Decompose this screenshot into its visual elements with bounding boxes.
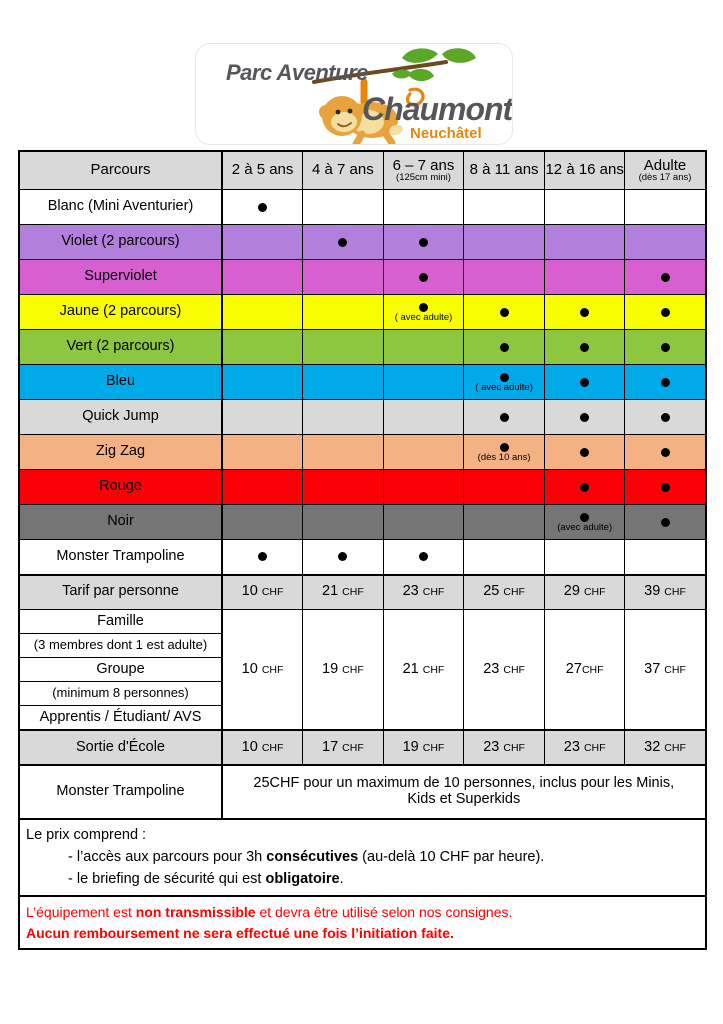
availability-dot-icon <box>661 273 670 282</box>
cell-bleu-col3 <box>383 365 464 400</box>
cell-violet-2-parcours-col3 <box>383 225 464 260</box>
cell-noir-col6 <box>625 505 706 540</box>
cell-zig-zag-col3 <box>383 435 464 470</box>
cell-quick-jump-col1 <box>222 400 303 435</box>
cell-note: (avec adulte) <box>557 521 613 533</box>
currency-label: CHF <box>422 741 445 754</box>
table-row <box>19 365 706 400</box>
cell-blanc-mini-aventurier-col2 <box>303 190 384 225</box>
tarif-price-col5: 29 CHF <box>544 575 625 610</box>
row-label-bleu: Bleu <box>19 365 222 400</box>
header-age-5 <box>544 151 625 190</box>
cell-rouge-col1 <box>222 470 303 505</box>
svg-text:Parc Aventure: Parc Aventure <box>226 60 368 85</box>
availability-dot-icon <box>661 343 670 352</box>
cell-superviolet-col6 <box>625 260 706 295</box>
cell-superviolet-col4 <box>464 260 545 295</box>
includes-block <box>19 819 706 896</box>
row-label-monster-trampoline: Monster Trampoline <box>19 540 222 575</box>
svg-text:Chaumont: Chaumont <box>362 91 512 127</box>
availability-dot-icon <box>580 483 589 492</box>
availability-dot-icon <box>500 443 509 452</box>
tarif-row <box>19 575 706 610</box>
discount-price-col6: 37 CHF <box>625 610 706 731</box>
availability-dot-icon <box>580 308 589 317</box>
availability-dot-icon <box>338 238 347 247</box>
includes-bullet-2: - le briefing de sécurité qui est obligatoire. <box>68 870 344 887</box>
cell-quick-jump-col5 <box>544 400 625 435</box>
availability-dot-icon <box>661 308 670 317</box>
row-label-violet-2-parcours: Violet (2 parcours) <box>19 225 222 260</box>
discount-price-col3: 21 CHF <box>383 610 464 731</box>
includes-bullet-1: - l’accès aux parcours pour 3h consécutives (au-delà 10 CHF par heure). <box>68 848 545 865</box>
cell-noir-col4 <box>464 505 545 540</box>
sortie-price-col1: 10 CHF <box>222 730 303 765</box>
cell-violet-2-parcours-col6 <box>625 225 706 260</box>
header-age-3-label: 6 – 7 ans <box>392 156 455 174</box>
cell-quick-jump-col3 <box>383 400 464 435</box>
sortie-price-col2: 17 CHF <box>303 730 384 765</box>
cell-jaune-2-parcours-col6 <box>625 295 706 330</box>
cell-violet-2-parcours-col4 <box>464 225 545 260</box>
cell-noir-col2 <box>303 505 384 540</box>
header-age-3-sublabel: (125cm mini) <box>396 172 451 184</box>
sortie-price-col6: 32 CHF <box>625 730 706 765</box>
table-row <box>19 190 706 225</box>
availability-dot-icon <box>580 378 589 387</box>
row-label-rouge: Rouge <box>19 470 222 505</box>
cell-note: ( avec adulte) <box>394 311 453 323</box>
availability-dot-icon <box>661 378 670 387</box>
table-row <box>19 260 706 295</box>
header-age-1 <box>222 151 303 190</box>
row-label-zig-zag: Zig Zag <box>19 435 222 470</box>
discount-label-3: Groupe <box>19 658 222 682</box>
currency-label: CHF <box>422 586 445 599</box>
cell-quick-jump-col2 <box>303 400 384 435</box>
currency-label: CHF <box>261 741 284 754</box>
availability-dot-icon <box>419 303 428 312</box>
header-parcours-label: Parcours <box>90 161 151 179</box>
header-age-4 <box>464 151 545 190</box>
discount-price-col2: 19 CHF <box>303 610 384 731</box>
sortie-ecole-row <box>19 730 706 765</box>
cell-superviolet-col1 <box>222 260 303 295</box>
table-row <box>19 435 706 470</box>
cell-bleu-col6 <box>625 365 706 400</box>
header-age-6-sublabel: (dès 17 ans) <box>638 172 692 184</box>
cell-zig-zag-col1 <box>222 435 303 470</box>
currency-label: CHF <box>261 586 284 599</box>
cell-rouge-col5 <box>544 470 625 505</box>
cell-zig-zag-col5 <box>544 435 625 470</box>
discount-label-5: Apprentis / Étudiant/ AVS <box>19 706 222 731</box>
currency-label: CHF <box>581 663 604 676</box>
currency-label: CHF <box>583 741 606 754</box>
cell-note: (dès 10 ans) <box>477 451 531 463</box>
cell-quick-jump-col6 <box>625 400 706 435</box>
cell-violet-2-parcours-col2 <box>303 225 384 260</box>
warning-line-1: L’équipement est non transmissible et devra être utilisé selon nos consignes. <box>26 904 513 921</box>
cell-superviolet-col3 <box>383 260 464 295</box>
row-label-blanc-mini-aventurier: Blanc (Mini Aventurier) <box>19 190 222 225</box>
sortie-price-col4: 23 CHF <box>464 730 545 765</box>
currency-label: CHF <box>342 663 364 676</box>
warning-block <box>19 896 706 949</box>
discount-label-4: (minimum 8 personnes) <box>19 682 222 706</box>
cell-jaune-2-parcours-col1 <box>222 295 303 330</box>
trampoline-note-text: 25CHF pour un maximum de 10 personnes, inclus pour les Minis, Kids et Superkids <box>222 765 706 819</box>
cell-rouge-col4 <box>464 470 545 505</box>
table-header-row <box>19 151 706 190</box>
cell-superviolet-col2 <box>303 260 384 295</box>
availability-dot-icon <box>500 308 509 317</box>
cell-vert-2-parcours-col4 <box>464 330 545 365</box>
cell-jaune-2-parcours-col5 <box>544 295 625 330</box>
currency-label: CHF <box>503 741 525 754</box>
tarif-label: Tarif par personne <box>19 575 222 610</box>
availability-dot-icon <box>500 413 509 422</box>
discount-price-col4: 23 CHF <box>464 610 545 731</box>
currency-label: CHF <box>503 663 525 676</box>
cell-monster-trampoline-col3 <box>383 540 464 575</box>
cell-vert-2-parcours-col2 <box>303 330 384 365</box>
table-row <box>19 400 706 435</box>
availability-dot-icon <box>338 552 347 561</box>
table-row <box>19 295 706 330</box>
cell-monster-trampoline-col1 <box>222 540 303 575</box>
availability-dot-icon <box>258 552 267 561</box>
header-age-1-label: 2 à 5 ans <box>231 161 294 179</box>
header-age-6 <box>625 151 706 190</box>
pricing-table <box>18 150 707 950</box>
table-row <box>19 540 706 575</box>
cell-monster-trampoline-col5 <box>544 540 625 575</box>
sortie-ecole-label: Sortie d'École <box>19 730 222 765</box>
header-age-3 <box>383 151 464 190</box>
includes-title: Le prix comprend : <box>26 827 147 843</box>
cell-violet-2-parcours-col1 <box>222 225 303 260</box>
availability-dot-icon <box>580 343 589 352</box>
currency-label: CHF <box>583 586 606 599</box>
availability-dot-icon <box>500 373 509 382</box>
header-age-4-label: 8 à 11 ans <box>469 161 539 179</box>
cell-quick-jump-col4 <box>464 400 545 435</box>
cell-jaune-2-parcours-col3 <box>383 295 464 330</box>
header-age-5-label: 12 à 16 ans <box>545 161 624 179</box>
sortie-price-col5: 23 CHF <box>544 730 625 765</box>
currency-label: CHF <box>342 586 364 599</box>
cell-jaune-2-parcours-col2 <box>303 295 384 330</box>
cell-vert-2-parcours-col5 <box>544 330 625 365</box>
cell-rouge-col2 <box>303 470 384 505</box>
cell-bleu-col2 <box>303 365 384 400</box>
cell-bleu-col5 <box>544 365 625 400</box>
cell-monster-trampoline-col6 <box>625 540 706 575</box>
cell-rouge-col3 <box>383 470 464 505</box>
availability-dot-icon <box>661 413 670 422</box>
tarif-price-col2: 21 CHF <box>303 575 384 610</box>
tarif-price-col4: 25 CHF <box>464 575 545 610</box>
tarif-price-col6: 39 CHF <box>625 575 706 610</box>
header-parcours <box>19 151 222 190</box>
cell-vert-2-parcours-col1 <box>222 330 303 365</box>
cell-note: ( avec adulte) <box>475 381 533 393</box>
row-label-jaune-2-parcours: Jaune (2 parcours) <box>19 295 222 330</box>
availability-dot-icon <box>258 203 267 212</box>
availability-dot-icon <box>500 343 509 352</box>
warning-line-2: Aucun remboursement ne sera effectué une fois l’initiation faite. <box>26 924 454 941</box>
header-age-6-label: Adulte <box>643 156 687 174</box>
cell-noir-col3 <box>383 505 464 540</box>
cell-monster-trampoline-col2 <box>303 540 384 575</box>
availability-dot-icon <box>580 513 589 522</box>
cell-blanc-mini-aventurier-col4 <box>464 190 545 225</box>
availability-dot-icon <box>661 483 670 492</box>
tarif-price-col3: 23 CHF <box>383 575 464 610</box>
availability-dot-icon <box>661 518 670 527</box>
trampoline-label: Monster Trampoline <box>19 765 222 819</box>
cell-vert-2-parcours-col6 <box>625 330 706 365</box>
table-row <box>19 470 706 505</box>
cell-blanc-mini-aventurier-col3 <box>383 190 464 225</box>
currency-label: CHF <box>664 741 686 754</box>
discount-label-2: (3 membres dont 1 est adulte) <box>19 634 222 658</box>
trampoline-note-row <box>19 765 706 819</box>
warning-block-content <box>19 896 706 949</box>
availability-dot-icon <box>419 238 428 247</box>
cell-bleu-col4 <box>464 365 545 400</box>
header-age-2 <box>303 151 384 190</box>
currency-label: CHF <box>664 663 686 676</box>
availability-dot-icon <box>580 448 589 457</box>
cell-violet-2-parcours-col5 <box>544 225 625 260</box>
cell-blanc-mini-aventurier-col1 <box>222 190 303 225</box>
cell-blanc-mini-aventurier-col6 <box>625 190 706 225</box>
discount-price-col1: 10 CHF <box>222 610 303 731</box>
table-row <box>19 330 706 365</box>
discount-price-col5: 27CHF <box>544 610 625 731</box>
currency-label: CHF <box>503 586 525 599</box>
discount-row-1 <box>19 610 706 634</box>
cell-jaune-2-parcours-col4 <box>464 295 545 330</box>
table-row <box>19 505 706 540</box>
row-label-quick-jump: Quick Jump <box>19 400 222 435</box>
availability-dot-icon <box>419 552 428 561</box>
table-row <box>19 225 706 260</box>
tarif-price-col1: 10 CHF <box>222 575 303 610</box>
includes-block-content <box>19 819 706 896</box>
row-label-superviolet: Superviolet <box>19 260 222 295</box>
svg-text:Neuchâtel: Neuchâtel <box>410 125 482 142</box>
availability-dot-icon <box>419 273 428 282</box>
cell-zig-zag-col6 <box>625 435 706 470</box>
discount-label-1: Famille <box>19 610 222 634</box>
cell-noir-col5 <box>544 505 625 540</box>
availability-dot-icon <box>661 448 670 457</box>
cell-zig-zag-col4 <box>464 435 545 470</box>
cell-superviolet-col5 <box>544 260 625 295</box>
row-label-vert-2-parcours: Vert (2 parcours) <box>19 330 222 365</box>
currency-label: CHF <box>342 741 364 754</box>
cell-bleu-col1 <box>222 365 303 400</box>
currency-label: CHF <box>261 663 284 676</box>
park-logo <box>196 44 512 144</box>
cell-noir-col1 <box>222 505 303 540</box>
cell-zig-zag-col2 <box>303 435 384 470</box>
cell-blanc-mini-aventurier-col5 <box>544 190 625 225</box>
cell-rouge-col6 <box>625 470 706 505</box>
cell-vert-2-parcours-col3 <box>383 330 464 365</box>
park-logo-graphic <box>196 44 512 144</box>
currency-label: CHF <box>664 586 686 599</box>
pricing-table-body <box>19 151 706 949</box>
row-label-noir: Noir <box>19 505 222 540</box>
sortie-price-col3: 19 CHF <box>383 730 464 765</box>
header-age-2-label: 4 à 7 ans <box>312 161 374 179</box>
cell-monster-trampoline-col4 <box>464 540 545 575</box>
availability-dot-icon <box>580 413 589 422</box>
currency-label: CHF <box>422 663 445 676</box>
